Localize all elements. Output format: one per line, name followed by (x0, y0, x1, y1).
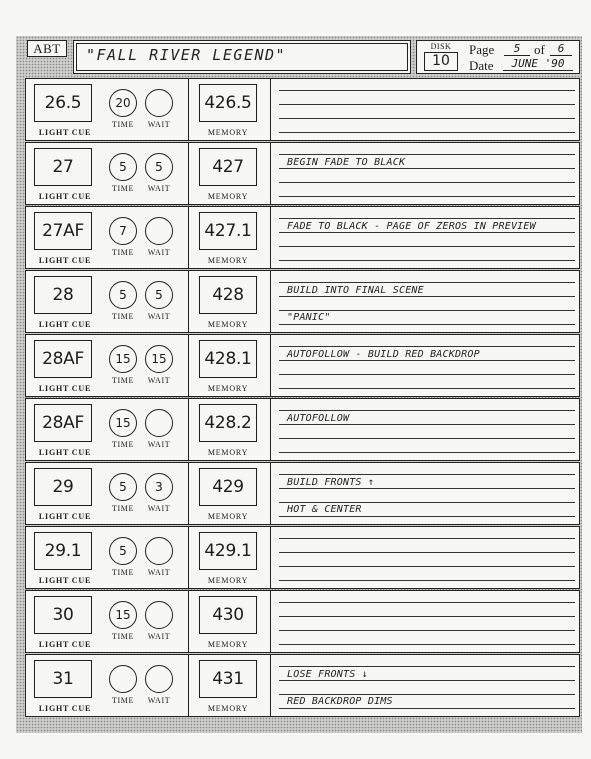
note-rule (279, 488, 575, 489)
memory-cell (189, 399, 271, 460)
note-rule (279, 246, 575, 247)
wait-circle: 3 (145, 473, 173, 501)
date-value: JUNE '90 (503, 57, 573, 71)
notes-cell (271, 463, 579, 524)
note-rule (279, 232, 575, 233)
wait-circle (145, 217, 173, 245)
memory-cell (189, 143, 271, 204)
light-cue-number: 29 (34, 468, 92, 506)
cue-row (25, 654, 580, 717)
note-rule (279, 196, 575, 197)
cue-row (25, 526, 580, 589)
light-cue-cell (26, 271, 189, 332)
notes-cell (271, 655, 579, 716)
cue-row (25, 590, 580, 653)
memory-number: 430 (199, 596, 257, 634)
wait-circle (145, 601, 173, 629)
note-line-1: LOSE FRONTS ↓ (287, 669, 368, 680)
memory-label: MEMORY (207, 128, 249, 137)
note-rule (279, 630, 575, 631)
note-line-1: AUTOFOLLOW (287, 413, 350, 424)
notes-cell (271, 335, 579, 396)
production-title: "FALL RIVER LEGEND" (86, 46, 287, 64)
note-line-1: BEGIN FADE TO BLACK (287, 157, 406, 168)
note-line-1: AUTOFOLLOW - BUILD RED BACKDROP (287, 349, 480, 360)
light-cue-number: 28AF (34, 404, 92, 442)
note-rule (279, 538, 575, 539)
wait-label: WAIT (147, 376, 171, 385)
notes-cell (271, 207, 579, 268)
time-label: TIME (112, 248, 134, 257)
wait-circle (145, 89, 173, 117)
light-cue-number: 31 (34, 660, 92, 698)
memory-cell (189, 207, 271, 268)
memory-cell (189, 463, 271, 524)
memory-label: MEMORY (207, 448, 249, 457)
notes-cell (271, 79, 579, 140)
light-cue-label: LIGHT CUE (38, 448, 92, 457)
page-number: 5 (504, 42, 530, 56)
wait-circle (145, 537, 173, 565)
memory-label: MEMORY (207, 384, 249, 393)
time-circle: 15 (109, 345, 137, 373)
time-circle: 15 (109, 601, 137, 629)
notes-cell (271, 399, 579, 460)
time-label: TIME (112, 376, 134, 385)
light-cue-cell (26, 527, 189, 588)
light-cue-cell (26, 335, 189, 396)
memory-cell (189, 271, 271, 332)
note-rule (279, 424, 575, 425)
time-circle: 15 (109, 409, 137, 437)
page-label: Page (469, 42, 495, 57)
light-cue-label: LIGHT CUE (38, 128, 92, 137)
memory-number: 427.1 (199, 212, 257, 250)
memory-number: 431 (199, 660, 257, 698)
note-rule (279, 616, 575, 617)
time-circle: 20 (109, 89, 137, 117)
memory-cell (189, 335, 271, 396)
time-circle: 5 (109, 537, 137, 565)
wait-circle (145, 665, 173, 693)
light-cue-cell (26, 399, 189, 460)
page-total: 6 (550, 42, 572, 56)
wait-label: WAIT (147, 632, 171, 641)
cue-row (25, 142, 580, 205)
note-rule (279, 708, 575, 709)
light-cue-cell (26, 79, 189, 140)
note-rule (279, 168, 575, 169)
cue-row (25, 398, 580, 461)
note-rule (279, 438, 575, 439)
wait-label: WAIT (147, 312, 171, 321)
note-rule (279, 182, 575, 183)
disk-page-date-box (416, 40, 580, 74)
note-rule (279, 410, 575, 411)
memory-label: MEMORY (207, 704, 249, 713)
note-rule (279, 644, 575, 645)
wait-label: WAIT (147, 504, 171, 513)
time-circle: 5 (109, 281, 137, 309)
memory-label: MEMORY (207, 192, 249, 201)
light-cue-number: 30 (34, 596, 92, 634)
memory-label: MEMORY (207, 320, 249, 329)
light-cue-label: LIGHT CUE (38, 640, 92, 649)
time-label: TIME (112, 632, 134, 641)
light-cue-number: 27AF (34, 212, 92, 250)
wait-circle: 5 (145, 153, 173, 181)
time-label: TIME (112, 120, 134, 129)
time-circle (109, 665, 137, 693)
memory-label: MEMORY (207, 512, 249, 521)
light-cue-label: LIGHT CUE (38, 320, 92, 329)
time-label: TIME (112, 504, 134, 513)
note-rule (279, 388, 575, 389)
disk-label: DISK (430, 42, 452, 51)
note-rule (279, 680, 575, 681)
wait-circle: 5 (145, 281, 173, 309)
note-rule (279, 552, 575, 553)
light-cue-label: LIGHT CUE (38, 384, 92, 393)
time-label: TIME (112, 184, 134, 193)
note-rule (279, 310, 575, 311)
note-rule (279, 282, 575, 283)
wait-circle (145, 409, 173, 437)
note-line-2: HOT & CENTER (287, 504, 362, 515)
light-cue-cell (26, 591, 189, 652)
wait-label: WAIT (147, 440, 171, 449)
light-cue-label: LIGHT CUE (38, 576, 92, 585)
notes-cell (271, 527, 579, 588)
light-cue-number: 28 (34, 276, 92, 314)
time-circle: 5 (109, 473, 137, 501)
memory-label: MEMORY (207, 256, 249, 265)
note-rule (279, 260, 575, 261)
time-label: TIME (112, 568, 134, 577)
note-rule (279, 118, 575, 119)
notes-cell (271, 143, 579, 204)
memory-number: 426.5 (199, 84, 257, 122)
time-label: TIME (112, 696, 134, 705)
note-rule (279, 452, 575, 453)
note-rule (279, 360, 575, 361)
memory-cell (189, 591, 271, 652)
time-label: TIME (112, 440, 134, 449)
abt-logo: ABT (27, 40, 67, 57)
light-cue-label: LIGHT CUE (38, 256, 92, 265)
light-cue-label: LIGHT CUE (38, 512, 92, 521)
notes-cell (271, 271, 579, 332)
note-rule (279, 580, 575, 581)
wait-label: WAIT (147, 248, 171, 257)
note-rule (279, 132, 575, 133)
note-rule (279, 218, 575, 219)
memory-number: 429 (199, 468, 257, 506)
note-line-1: FADE TO BLACK - PAGE OF ZEROS IN PREVIEW (287, 221, 536, 232)
light-cue-label: LIGHT CUE (38, 704, 92, 713)
cue-row (25, 334, 580, 397)
title-box (73, 40, 411, 74)
wait-label: WAIT (147, 120, 171, 129)
note-rule (279, 694, 575, 695)
memory-cell (189, 79, 271, 140)
note-rule (279, 296, 575, 297)
disk-number: 10 (424, 52, 458, 71)
memory-label: MEMORY (207, 640, 249, 649)
light-cue-number: 26.5 (34, 84, 92, 122)
date-label: Date (469, 58, 494, 73)
wait-circle: 15 (145, 345, 173, 373)
note-rule (279, 154, 575, 155)
note-rule (279, 566, 575, 567)
note-rule (279, 516, 575, 517)
note-rule (279, 346, 575, 347)
light-cue-cell (26, 655, 189, 716)
light-cue-cell (26, 463, 189, 524)
note-line-2: RED BACKDROP DIMS (287, 696, 393, 707)
memory-cell (189, 527, 271, 588)
cue-row (25, 270, 580, 333)
cue-row (25, 78, 580, 141)
light-cue-number: 27 (34, 148, 92, 186)
memory-number: 428.2 (199, 404, 257, 442)
note-rule (279, 502, 575, 503)
time-circle: 5 (109, 153, 137, 181)
light-cue-cell (26, 143, 189, 204)
note-line-1: BUILD INTO FINAL SCENE (287, 285, 424, 296)
of-label: of (534, 42, 545, 57)
memory-label: MEMORY (207, 576, 249, 585)
light-cue-cell (26, 207, 189, 268)
time-label: TIME (112, 312, 134, 321)
wait-label: WAIT (147, 184, 171, 193)
wait-label: WAIT (147, 568, 171, 577)
memory-number: 427 (199, 148, 257, 186)
note-rule (279, 474, 575, 475)
light-cue-label: LIGHT CUE (38, 192, 92, 201)
light-cue-number: 28AF (34, 340, 92, 378)
light-cue-number: 29.1 (34, 532, 92, 570)
cue-row (25, 206, 580, 269)
note-rule (279, 602, 575, 603)
memory-number: 428.1 (199, 340, 257, 378)
memory-cell (189, 655, 271, 716)
note-rule (279, 90, 575, 91)
note-rule (279, 666, 575, 667)
notes-cell (271, 591, 579, 652)
note-line-1: BUILD FRONTS ↑ (287, 477, 375, 488)
cue-row (25, 462, 580, 525)
note-rule (279, 374, 575, 375)
note-rule (279, 324, 575, 325)
note-rule (279, 104, 575, 105)
sheet-header (27, 38, 581, 76)
memory-number: 429.1 (199, 532, 257, 570)
time-circle: 7 (109, 217, 137, 245)
wait-label: WAIT (147, 696, 171, 705)
memory-number: 428 (199, 276, 257, 314)
note-line-2: "PANIC" (287, 312, 331, 323)
